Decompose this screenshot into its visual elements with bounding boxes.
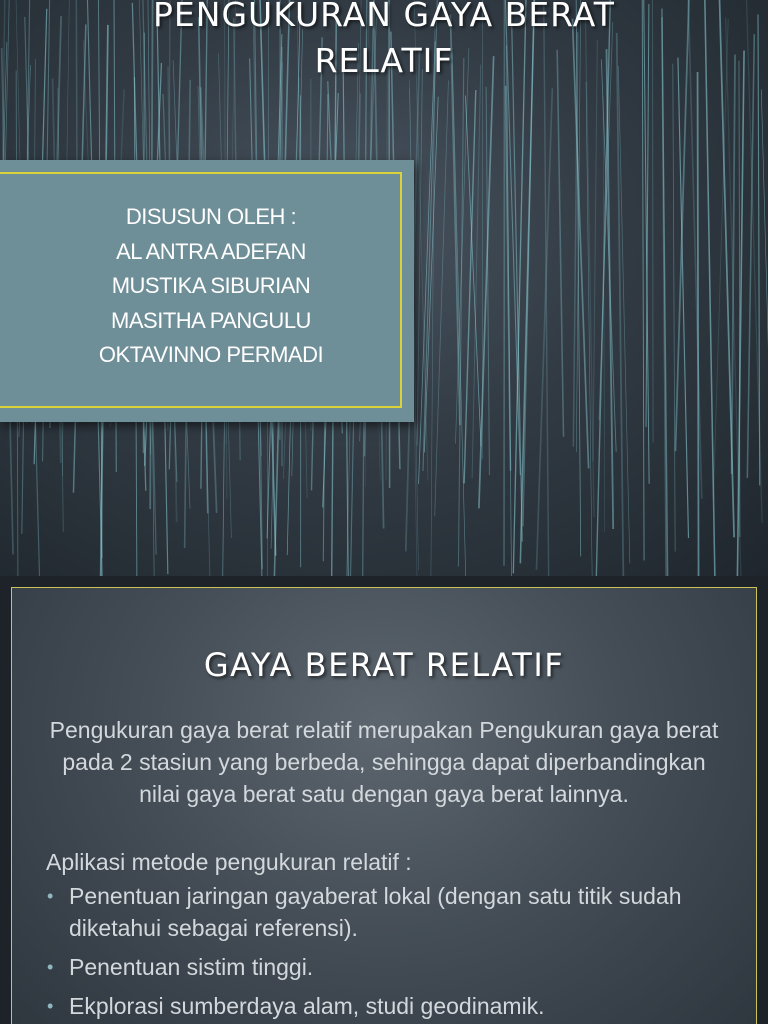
streak-line — [617, 33, 624, 576]
definition-paragraph: Pengukuran gaya berat relatif merupakan Pengukuran gaya berat pada 2 stasiun yang berbeda, sehingga dapat diperbandingkan nilai gaya berat satu dengan gaya berat lainnya. — [49, 717, 719, 807]
list-item-text: Penentuan jaringan gayaberat lokal (dengan satu titik sudah diketahui sebagai referensi). — [69, 883, 682, 941]
streak-line — [698, 72, 699, 576]
list-item — [46, 880, 726, 944]
section-title: GAYA BERAT RELATIF — [203, 646, 565, 684]
streak-line — [513, 0, 526, 573]
streak-line — [761, 89, 768, 445]
list-item — [46, 990, 726, 1022]
streak-line — [747, 34, 754, 478]
streak-line — [544, 2, 549, 576]
applications-list — [46, 880, 726, 1024]
slide-title-line-2: RELATIF — [314, 41, 454, 80]
streak-line — [737, 50, 744, 576]
slide-title — [0, 0, 768, 84]
streak-line — [435, 80, 449, 516]
author-name: AL ANTRA ADEFAN — [116, 238, 306, 264]
streak-line — [593, 40, 597, 461]
streak-line — [557, 50, 563, 437]
applications-heading: Aplikasi metode pengukuran relatif : — [46, 849, 412, 875]
slide-title-line-1: PENGUKURAN GAYA BERAT — [153, 0, 615, 34]
author-name: OKTAVINNO PERMADI — [98, 342, 324, 367]
bullet-dot-icon: • — [47, 886, 54, 906]
bullet-dot-icon: • — [47, 957, 54, 977]
author-name: MUSTIKA SIBURIAN — [111, 273, 311, 298]
streak-line — [586, 82, 592, 576]
authors-list — [0, 200, 422, 373]
streak-line — [595, 0, 611, 576]
authors-box — [0, 160, 414, 422]
list-item-text: Ekplorasi sumberdaya alam, studi geodinamik. — [69, 993, 545, 1019]
author-name: MASITHA PANGULU — [111, 307, 311, 333]
streak-line — [606, 49, 613, 529]
list-item — [46, 951, 726, 983]
bullet-dot-icon: • — [47, 996, 54, 1016]
streak-line — [673, 64, 675, 552]
streak-line — [458, 58, 463, 566]
authors-heading: DISUSUN OLEH : — [125, 204, 297, 229]
list-item-text: Penentuan sistim tinggi. — [69, 954, 314, 980]
streak-line — [642, 0, 644, 560]
content-slide — [0, 576, 768, 1024]
